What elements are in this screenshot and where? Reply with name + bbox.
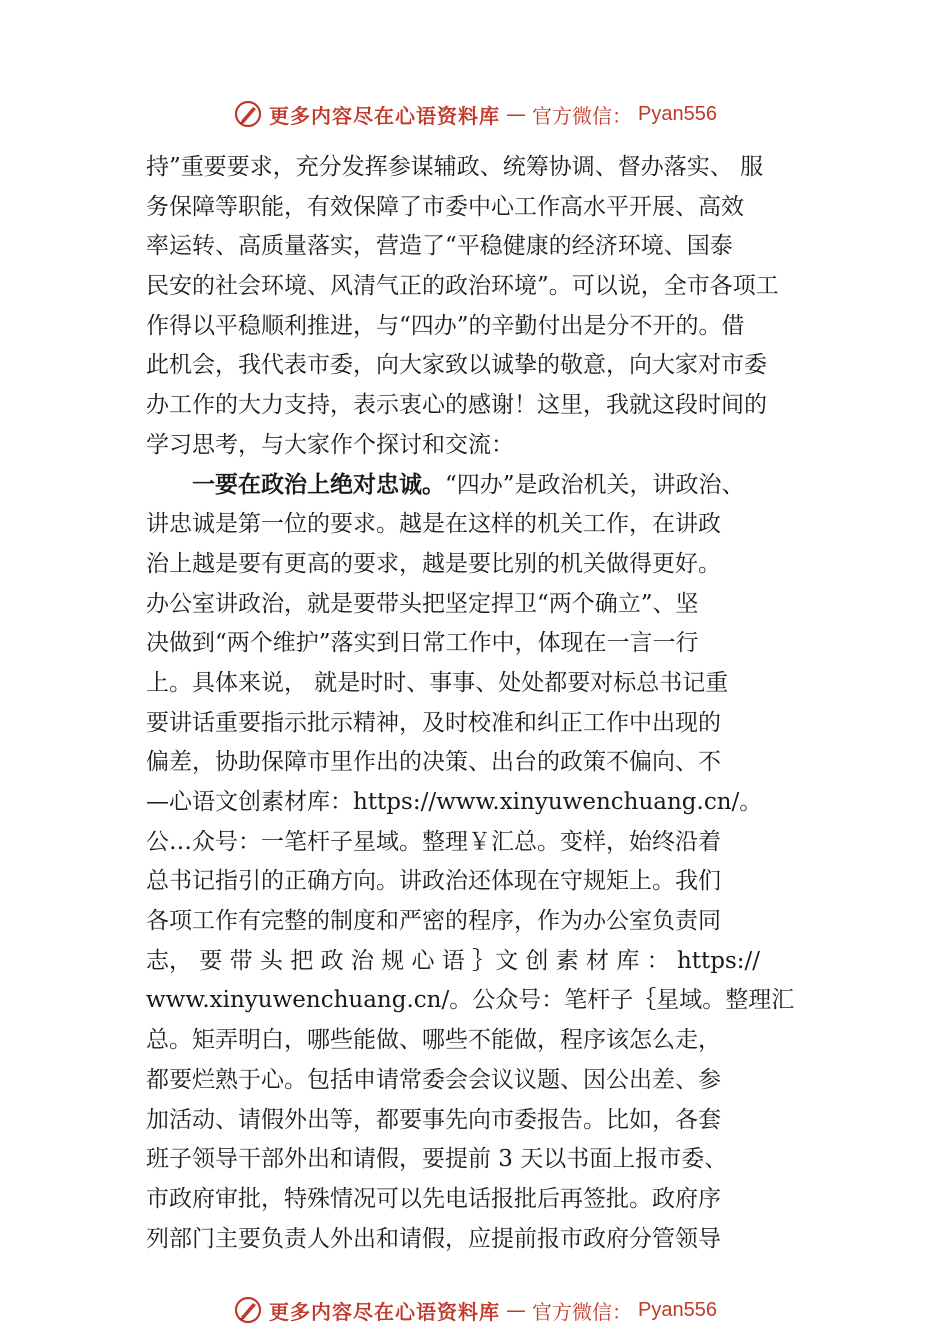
text-span: “四办”是政治机关，讲政治、 [445,471,745,498]
text-line: 班子领导干部外出和请假，要提前 3 天以书面上报市委、 [146,1146,728,1173]
text-line: 作得以平稳顺利推进，与“四办”的辛勤付出是分不开的。借 [146,312,745,339]
text-line: 持”重要要求，充分发挥参谋辅政、统筹协调、督办落实、 服 [146,154,764,180]
watermark-id: Pyan556 [638,1298,717,1321]
brush-logo-icon [233,1295,263,1325]
text-line: www.xinyuwenchuang.cn/。公众号：笔杆子｛星域。整理汇 [146,987,795,1014]
text-line: 偏差，协助保障市里作出的决策、出台的政策不偏向、不 [146,749,721,776]
footer-watermark [0,1290,950,1330]
text-line: 市政府审批，特殊情况可以先电话报批后再签批。政府序 [146,1185,721,1212]
text-line: 民安的社会环境、风清气正的政治环境”。可以说，全市各项工 [146,273,779,300]
text-line: 公…众号：一笔杆子星域。整理￥汇总。变样，始终沿着 [146,828,721,855]
text-line: 决做到“两个维护”落实到日常工作中，体现在一言一行 [146,630,699,657]
section-heading: 一要在政治上绝对忠诚。 [192,471,445,498]
paragraph-2-first-line [146,466,818,506]
brush-logo-icon [233,99,263,129]
text-line: 总。矩弄明白，哪些能做、哪些不能做，程序该怎么走， [146,1027,721,1054]
text-line: 率运转、高质量落实，营造了“平稳健康的经济环境、国泰 [146,233,733,260]
text-line: 讲忠诚是第一位的要求。越是在这样的机关工作，在讲政 [146,511,721,538]
text-line: 加活动、请假外出等，都要事先向市委报告。比如，各套 [146,1106,721,1133]
watermark-label: 官方微信： [532,1299,633,1324]
text-line: 务保障等职能，有效保障了市委中心工作高水平开展、高效 [146,193,744,220]
watermark-text: 更多内容尽在心语资料库 [269,103,501,128]
text-line: 列部门主要负责人外出和请假，应提前报市政府分管领导 [146,1225,721,1252]
watermark-id: Pyan556 [638,102,717,125]
paragraph-1 [146,148,818,466]
text-line: 都要烂熟于心。包括申请常委会会议议题、因公出差、参 [146,1066,721,1093]
text-line: 治上越是要有更高的要求，越是要比别的机关做得更好。 [146,550,721,577]
text-line: 上。具体来说， 就是时时、事事、处处都要对标总书记重 [146,669,729,696]
text-line: 学习思考，与大家作个探讨和交流： [146,431,514,458]
document-body [146,148,818,1259]
text-line: 办公室讲政治，就是要带头把坚定捍卫“两个确立”、坚 [146,590,699,617]
text-line: —心语文创素材库：https://www.xinyuwenchuang.cn/。 [146,789,763,815]
watermark-text: 更多内容尽在心语资料库 [269,1299,501,1324]
text-line: 总书记指引的正确方向。讲政治还体现在守规矩上。我们 [146,868,721,895]
watermark-label: 官方微信： [532,103,633,128]
watermark-dash: — [506,102,527,126]
watermark-dash: — [506,1298,527,1322]
text-line: 各项工作有完整的制度和严密的程序，作为办公室负责同 [146,908,721,935]
paragraph-2 [146,466,818,1260]
header-watermark [0,94,950,134]
text-line: 此机会，我代表市委，向大家致以诚挚的敬意，向大家对市委 [146,352,767,379]
text-line: 办工作的大力支持，表示衷心的感谢！这里，我就这段时间的 [146,392,767,419]
text-line: 志， 要 带 头 把 政 治 规 心 语 ｝文 创 素 材 库 ： https:// [146,947,761,974]
text-line: 要讲话重要指示批示精神，及时校准和纠正工作中出现的 [146,709,721,736]
